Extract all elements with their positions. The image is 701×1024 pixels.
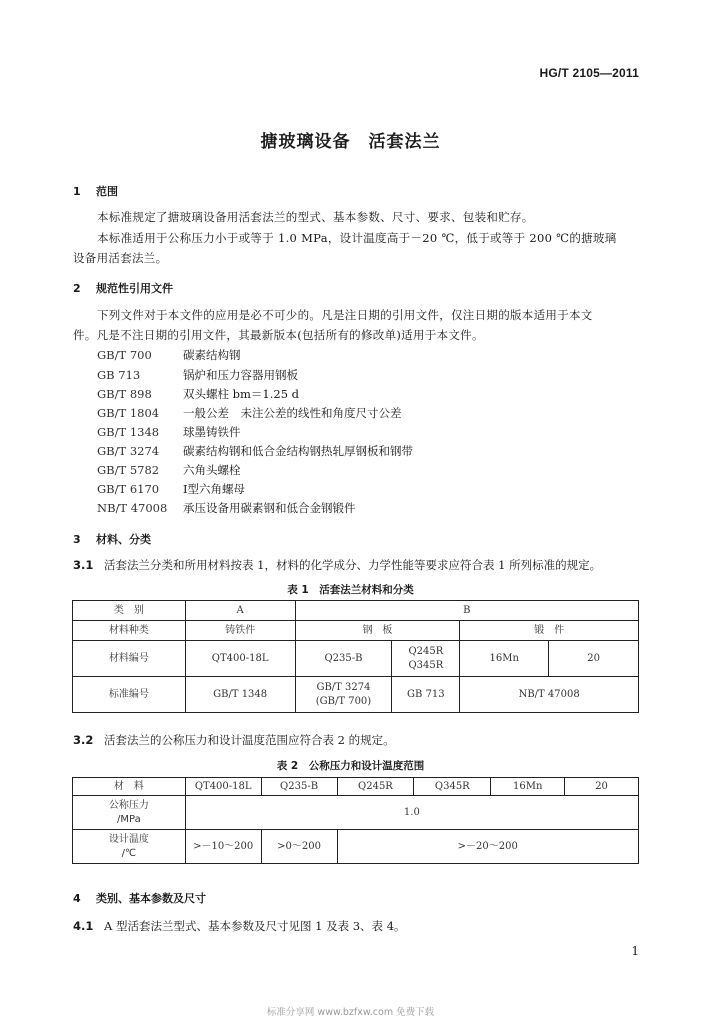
- reference-code: GB/T 1348: [97, 425, 160, 439]
- cell-line: Q345R: [408, 659, 444, 671]
- table-cell: B: [295, 601, 638, 621]
- table-cell: Q345R: [414, 778, 491, 796]
- table-2: [72, 777, 639, 864]
- table-cell: 材料种类: [73, 621, 186, 641]
- reference-item: [97, 500, 356, 516]
- reference-item: [97, 405, 402, 421]
- table-cell: [73, 796, 186, 830]
- section-title: 类别、基本参数及尺寸: [96, 892, 206, 905]
- clause-text: 活套法兰分类和所用材料按表 1，材料的化学成分、力学性能等要求应符合表 1 所列标准的规定。: [104, 558, 602, 572]
- reference-code: GB/T 700: [97, 348, 152, 362]
- table-cell: A: [185, 601, 295, 621]
- table-cell: 钢 板: [295, 621, 460, 641]
- cell-line: /℃: [121, 847, 137, 859]
- reference-item: [97, 347, 241, 363]
- table-cell: Q235-B: [261, 778, 337, 796]
- table-row: [73, 778, 639, 796]
- table-row: [73, 796, 639, 830]
- table-2-caption: 表 2 公称压力和设计温度范围: [276, 760, 425, 772]
- section-2-heading: [73, 280, 173, 296]
- section-title: 规范性引用文件: [96, 282, 173, 295]
- cell-line: Q245R: [408, 645, 444, 657]
- table-cell: 16Mn: [491, 778, 565, 796]
- reference-code: GB/T 1804: [97, 406, 160, 420]
- table-1: [72, 600, 639, 713]
- cell-line: 公称压力: [108, 799, 149, 811]
- clause-4-1: [73, 918, 406, 934]
- section-3-heading: [73, 531, 151, 547]
- reference-name: 锅炉和压力容器用钢板: [183, 368, 298, 382]
- clause-number: 3.2: [73, 733, 94, 747]
- section-number: 4: [73, 892, 81, 905]
- reference-name: 六角头螺栓: [183, 463, 241, 477]
- table-cell: QT400-18L: [185, 641, 295, 677]
- table-cell: 类 别: [73, 601, 186, 621]
- table-cell: >0～200: [261, 830, 337, 864]
- reference-item: [97, 367, 298, 383]
- table-cell: NB/T 47008: [460, 677, 639, 713]
- reference-code: GB/T 6170: [97, 482, 160, 496]
- cell-line: 设计温度: [108, 833, 149, 845]
- clause-number: 4.1: [73, 919, 94, 933]
- section-title: 材料、分类: [96, 533, 151, 546]
- table-cell: 锻 件: [460, 621, 639, 641]
- section-number: 1: [73, 185, 81, 198]
- clause-number: 3.1: [73, 558, 94, 572]
- table-cell: 材 料: [73, 778, 186, 796]
- table-cell: >－20～200: [337, 830, 639, 864]
- clause-3-2: [73, 732, 395, 748]
- table-row: [73, 830, 639, 864]
- clause-text: 活套法兰的公称压力和设计温度范围应符合表 2 的规定。: [104, 733, 395, 747]
- section-number: 2: [73, 282, 81, 295]
- section-1-heading: [73, 183, 118, 199]
- reference-code: GB/T 5782: [97, 463, 160, 477]
- reference-code: GB/T 898: [97, 387, 152, 401]
- footer-watermark: 标准分享网 www.bzfxw.com 免费下载: [266, 1007, 435, 1018]
- table-row: [73, 641, 639, 677]
- table-cell: >－10～200: [185, 830, 261, 864]
- table-1-caption: 表 1 活套法兰材料和分类: [287, 584, 414, 596]
- reference-name: 碳素结构钢和低合金结构钢热轧厚钢板和钢带: [183, 444, 413, 458]
- reference-item: [97, 481, 245, 497]
- clause-3-1: [73, 557, 601, 573]
- reference-item: [97, 424, 241, 440]
- reference-name: 承压设备用碳素钢和低合金钢锻件: [183, 501, 356, 515]
- reference-name: 一般公差 未注公差的线性和角度尺寸公差: [183, 406, 402, 420]
- table-cell: Q245R: [337, 778, 414, 796]
- reference-item: [97, 462, 241, 478]
- section-title: 范围: [96, 185, 118, 198]
- scope-paragraph-2-line-2: 设备用活套法兰。: [73, 251, 168, 265]
- page-number: 1: [631, 944, 639, 958]
- cell-line: GB/T 3274: [316, 681, 371, 693]
- table-cell: Q235-B: [295, 641, 392, 677]
- table-cell: GB/T 1348: [185, 677, 295, 713]
- standard-number: HG/T 2105—2011: [539, 66, 639, 80]
- reference-name: 碳素结构钢: [183, 348, 241, 362]
- reference-name: 双头螺柱 bm＝1.25 d: [183, 387, 300, 401]
- table-row: [73, 621, 639, 641]
- reference-item: [97, 443, 413, 459]
- document-title: 搪玻璃设备 活套法兰: [260, 132, 441, 152]
- table-cell: [295, 677, 392, 713]
- reference-code: NB/T 47008: [97, 501, 168, 515]
- table-cell: 20: [565, 778, 639, 796]
- table-cell: GB 713: [392, 677, 460, 713]
- table-row: [73, 601, 639, 621]
- table-cell: 标准编号: [73, 677, 186, 713]
- reference-item: [97, 386, 299, 402]
- reference-name: Ⅰ型六角螺母: [183, 482, 246, 496]
- normative-intro-line-1: 下列文件对于本文件的应用是必不可少的。凡是注日期的引用文件，仅注日期的版本适用于本文: [97, 308, 593, 322]
- section-4-heading: [73, 890, 206, 906]
- table-cell: [73, 830, 186, 864]
- reference-code: GB 713: [97, 368, 141, 382]
- table-cell: 20: [549, 641, 639, 677]
- normative-intro-line-2: 件。凡是不注日期的引用文件，其最新版本(包括所有的修改单)适用于本文件。: [73, 328, 484, 342]
- table-cell: 1.0: [185, 796, 638, 830]
- clause-text: A 型活套法兰型式、基本参数及尺寸见图 1 及表 3、表 4。: [104, 919, 406, 933]
- reference-code: GB/T 3274: [97, 444, 160, 458]
- cell-line: /MPa: [117, 813, 141, 825]
- table-cell: QT400-18L: [185, 778, 261, 796]
- table-cell: 材料编号: [73, 641, 186, 677]
- table-cell: [392, 641, 460, 677]
- table-cell: 16Mn: [460, 641, 549, 677]
- table-cell: 铸铁件: [185, 621, 295, 641]
- scope-paragraph-1: 本标准规定了搪玻璃设备用活套法兰的型式、基本参数、尺寸、要求、包装和贮存。: [97, 210, 534, 224]
- reference-name: 球墨铸铁件: [183, 425, 241, 439]
- scope-paragraph-2-line-1: 本标准适用于公称压力小于或等于 1.0 MPa，设计温度高于－20 ℃，低于或等于 200 ℃的搪玻璃: [97, 231, 617, 245]
- section-number: 3: [73, 533, 81, 546]
- cell-line: (GB/T 700): [315, 695, 372, 707]
- table-row: [73, 677, 639, 713]
